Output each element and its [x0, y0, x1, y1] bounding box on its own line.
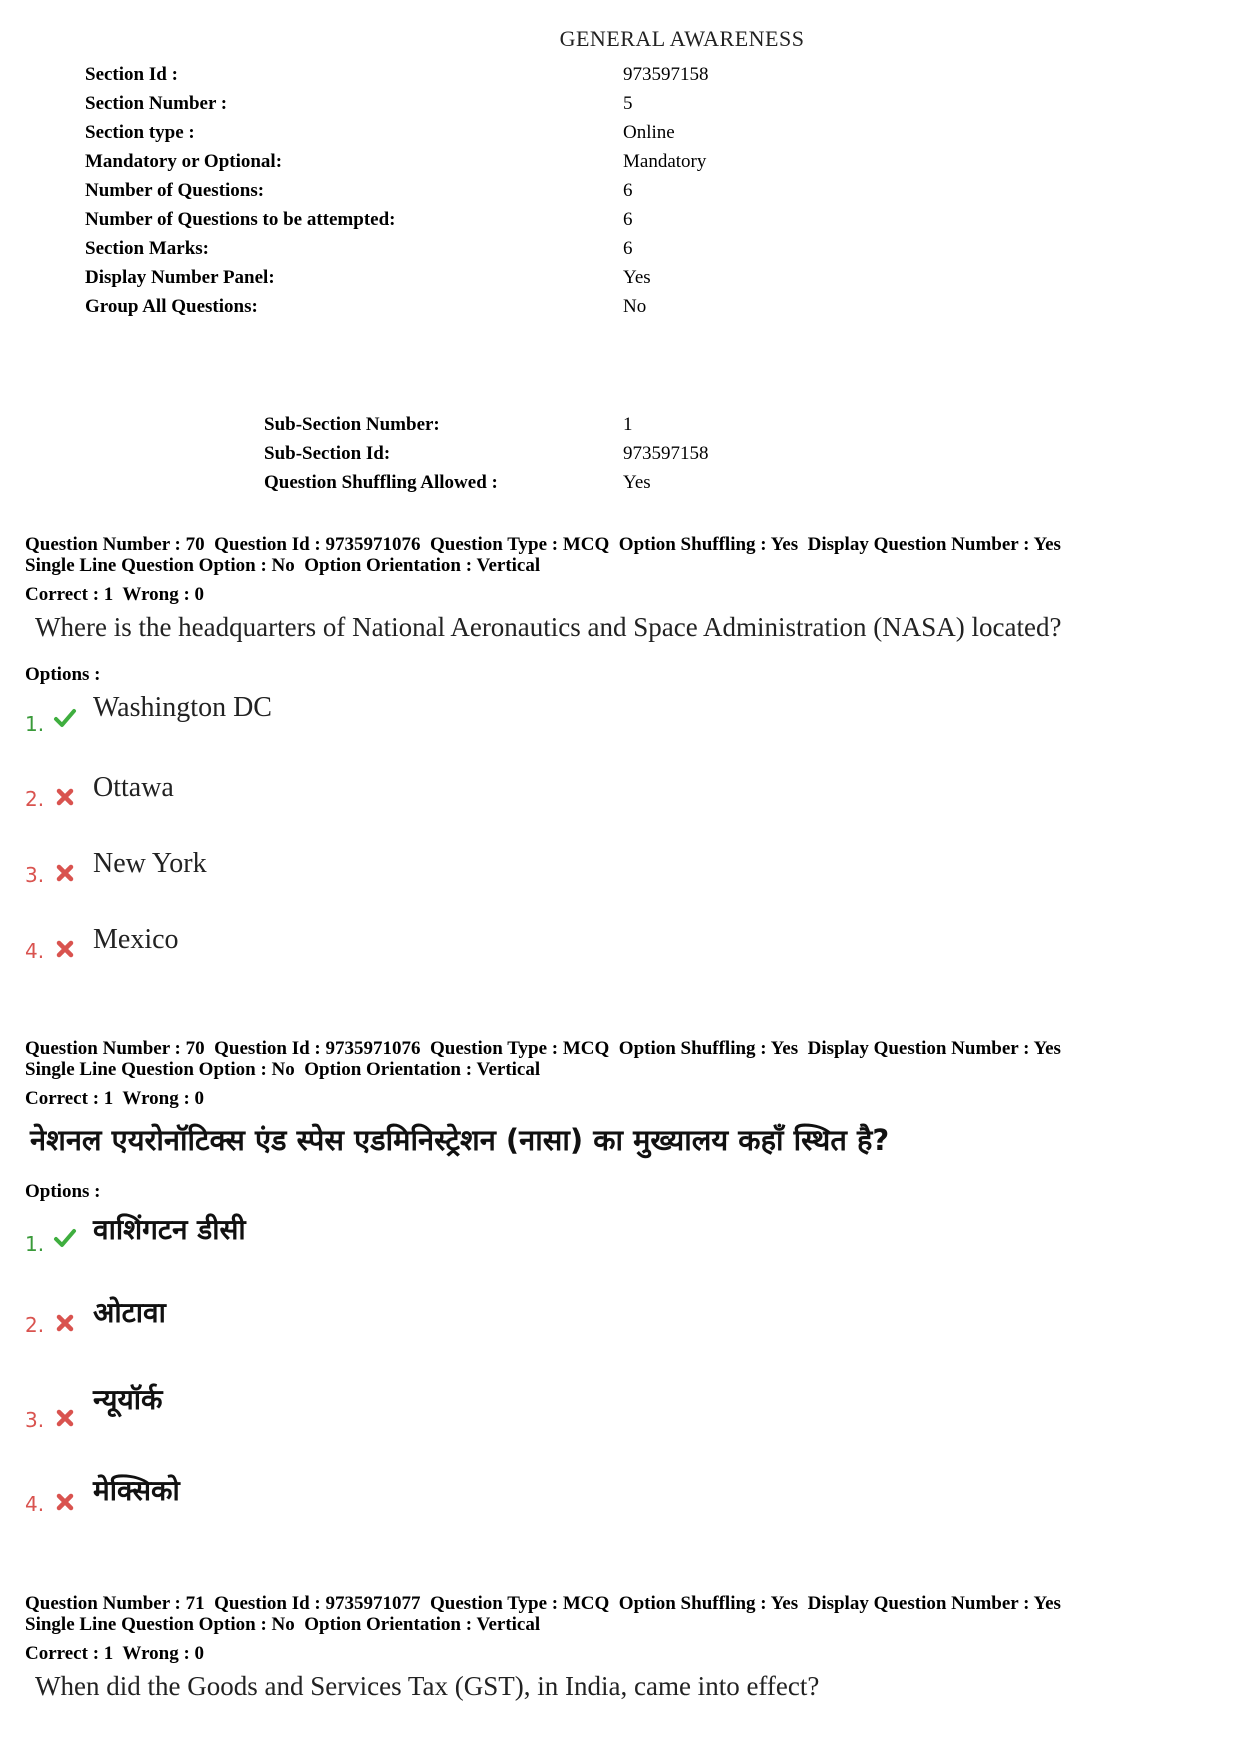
options-label: Options :	[25, 1181, 101, 1202]
question-meta-line1: Question Number : 71 Question Id : 9735971077 Question Type : MCQ Option Shuffling : Yes Display Question Number : Yes	[25, 1593, 1061, 1614]
num-questions-label: Number of Questions:	[85, 180, 265, 201]
cross-icon	[53, 1490, 77, 1514]
option-text: मेक्सिको	[93, 1474, 180, 1507]
option-text: वाशिंगटन डीसी	[93, 1213, 246, 1246]
check-icon	[53, 1226, 77, 1250]
cross-icon	[53, 861, 77, 885]
option-number: 1.	[25, 712, 45, 736]
question-meta-line1: Question Number : 70 Question Id : 9735971076 Question Type : MCQ Option Shuffling : Yes Display Question Number : Yes	[25, 1038, 1061, 1059]
section-id-value: 973597158	[623, 64, 709, 85]
option-number: 3.	[25, 1408, 45, 1432]
num-attempted-value: 6	[623, 209, 633, 230]
section-marks-value: 6	[623, 238, 633, 259]
question-meta-line2: Single Line Question Option : No Option Orientation : Vertical	[25, 555, 541, 576]
section-title: GENERAL AWARENESS	[559, 26, 805, 51]
subsection-number-label: Sub-Section Number:	[264, 414, 440, 435]
option-text: New York	[93, 848, 207, 879]
option-text: Ottawa	[93, 772, 174, 803]
question-marks: Correct : 1 Wrong : 0	[25, 1643, 205, 1664]
subsection-id-value: 973597158	[623, 443, 709, 464]
check-icon	[53, 706, 77, 730]
question-meta-line2: Single Line Question Option : No Option Orientation : Vertical	[25, 1059, 541, 1080]
subsection-id-label: Sub-Section Id:	[264, 443, 391, 464]
option-number: 1.	[25, 1232, 45, 1256]
question-text: नेशनल एयरोनॉटिक्स एंड स्पेस एडमिनिस्ट्रेशन (नासा) का मुख्यालय कहाँ स्थित है?	[30, 1123, 890, 1157]
group-all-label: Group All Questions:	[85, 296, 258, 317]
shuffling-allowed-label: Question Shuffling Allowed :	[264, 472, 498, 493]
section-type-label: Section type :	[85, 122, 195, 143]
options-label: Options :	[25, 664, 101, 685]
option-text: ओटावा	[93, 1296, 166, 1329]
cross-icon	[53, 937, 77, 961]
question-text: When did the Goods and Services Tax (GST), in India, came into effect?	[35, 1671, 820, 1701]
section-marks-label: Section Marks:	[85, 238, 210, 259]
section-id-label: Section Id :	[85, 64, 178, 85]
section-number-value: 5	[623, 93, 633, 114]
section-number-label: Section Number :	[85, 93, 228, 114]
section-type-value: Online	[623, 122, 675, 143]
num-questions-value: 6	[623, 180, 633, 201]
question-marks: Correct : 1 Wrong : 0	[25, 584, 205, 605]
option-number: 2.	[25, 1313, 45, 1337]
cross-icon	[53, 1311, 77, 1335]
subsection-number-value: 1	[623, 414, 633, 435]
num-attempted-label: Number of Questions to be attempted:	[85, 209, 396, 230]
cross-icon	[53, 785, 77, 809]
question-meta-line2: Single Line Question Option : No Option Orientation : Vertical	[25, 1614, 541, 1635]
display-panel-value: Yes	[623, 267, 651, 288]
question-marks: Correct : 1 Wrong : 0	[25, 1088, 205, 1109]
option-number: 2.	[25, 787, 45, 811]
option-number: 3.	[25, 863, 45, 887]
group-all-value: No	[623, 296, 647, 317]
option-text: Washington DC	[93, 692, 272, 723]
question-text: Where is the headquarters of National Aeronautics and Space Administration (NASA) located?	[35, 612, 1062, 642]
question-meta-line1: Question Number : 70 Question Id : 9735971076 Question Type : MCQ Option Shuffling : Yes Display Question Number : Yes	[25, 534, 1061, 555]
option-text: न्यूयॉर्क	[93, 1383, 163, 1416]
cross-icon	[53, 1406, 77, 1430]
option-number: 4.	[25, 1492, 45, 1516]
option-text: Mexico	[93, 924, 179, 955]
shuffling-allowed-value: Yes	[623, 472, 651, 493]
option-number: 4.	[25, 939, 45, 963]
mandatory-label: Mandatory or Optional:	[85, 151, 283, 172]
mandatory-value: Mandatory	[623, 151, 707, 172]
display-panel-label: Display Number Panel:	[85, 267, 275, 288]
